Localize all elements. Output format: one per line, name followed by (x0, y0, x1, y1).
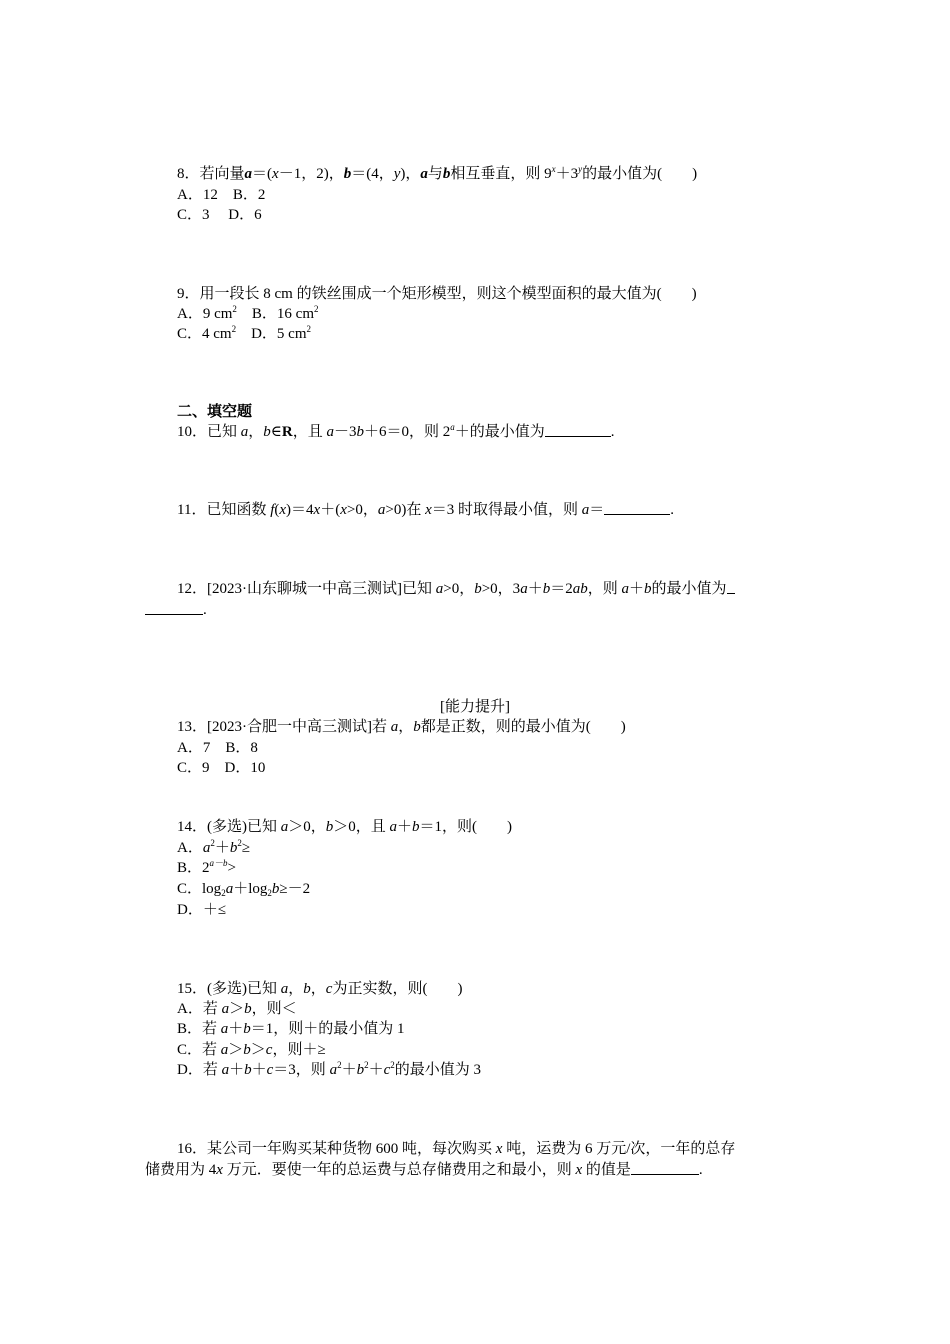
section-heading-fill-in: 二、填空题 (177, 404, 253, 420)
question-9-options-cd: C．4 $cm^2$ D．5 $cm^2$ (177, 324, 312, 342)
question-8-options-ab: A．12 B．2 (177, 187, 266, 203)
question-13-stem: 13．[2023·合肥一中高三测试]若 a，b都是正数，则的最小值为( ) (177, 719, 626, 735)
question-13-options-cd: C．9 D．10 (177, 760, 266, 776)
answer-blank[interactable] (631, 1160, 699, 1175)
question-12-line2: . (145, 600, 207, 620)
question-8-options-cd: C．3 D．6 (177, 207, 262, 223)
question-15-option-a: A．若 a＞b，则＜ (177, 1001, 297, 1017)
vector-a: a (244, 166, 253, 182)
question-13-options-ab: A．7 B．8 (177, 740, 258, 756)
answer-blank[interactable] (145, 600, 203, 615)
question-12-line1: 12．[2023·山东聊城一中高三测试]已知 a>0，b>0，3a＋b＝2ab，则 a＋b的最小值为 (177, 579, 735, 599)
question-14-stem: 14．(多选)已知 a＞0，b＞0，且 a＋b＝1，则( ) (177, 819, 513, 835)
question-8-stem: 8．若向量a＝(x－1，2)，b＝(4，y)，a与b相互垂直，则 $9^x+3^y$的最小值为( ) (177, 164, 698, 182)
question-15-option-c: C．若 a＞b＞c，则＋≥ (177, 1042, 326, 1058)
vector-b: b (343, 166, 352, 182)
answer-blank[interactable] (604, 500, 670, 515)
question-14-option-b: B．$2^{a-b}>$ (177, 858, 236, 876)
question-10: 10．已知 a，b∈R，且 a－3b＋6＝0，则 $2^a+$的最小值为 . (177, 422, 615, 440)
question-9-stem: 9．用一段长 8 cm 的铁丝围成一个矩形模型，则这个模型面积的最大值为( ) (177, 286, 697, 302)
question-15-option-d: D．若 a＋b＋c＝3，则 $a^2+b^2+c^2$的最小值为 3 (177, 1060, 482, 1078)
question-11: 11．已知函数 f(x)＝4x＋(x>0，a>0)在 x＝3 时取得最小值，则 a＝ . (177, 502, 675, 518)
answer-blank-start[interactable] (727, 579, 735, 594)
question-14-option-a: A．$a^2+b^2\ge$ (177, 838, 251, 856)
question-14-option-d: D．＋≤ (177, 902, 227, 918)
question-9-options-ab: A．9 $cm^2$ B．16 $cm^2$ (177, 304, 319, 322)
question-14-option-c: C．$\log_2a+\log_2b\ge-2$ (177, 881, 311, 898)
question-15-stem: 15．(多选)已知 a，b，c为正实数，则( ) (177, 981, 463, 997)
question-16-line2: 储费用为 4x 万元．要使一年的总运费与总存储费用之和最小，则 x 的值是 . (145, 1162, 703, 1178)
section-heading-improve: [能力提升] (440, 699, 510, 715)
question-15-option-b: B．若 a＋b＝1，则＋的最小值为 1 (177, 1021, 405, 1037)
answer-blank[interactable] (545, 422, 611, 437)
question-16-line1: 16．某公司一年购买某种货物 600 吨，每次购买 x 吨，运费为 6 万元/次，一年的总存 (177, 1141, 736, 1157)
question-number: 8． (177, 166, 200, 182)
